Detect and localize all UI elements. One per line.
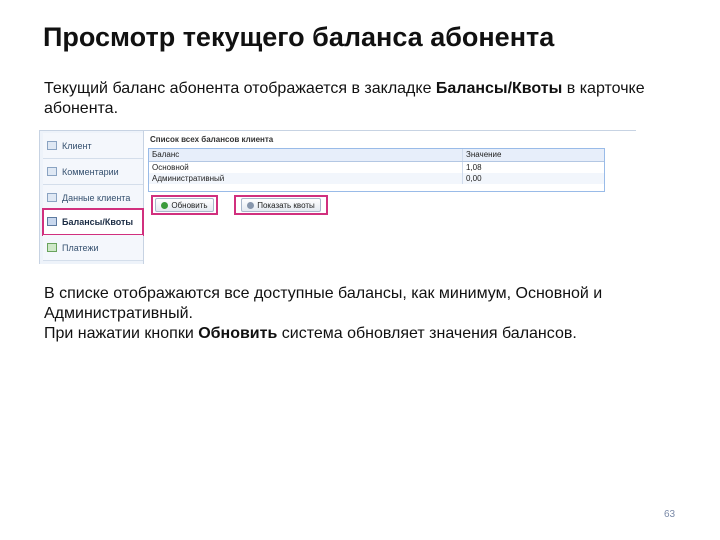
balances-table <box>148 148 605 192</box>
description-button-name: Обновить <box>198 325 278 342</box>
page-title: Просмотр текущего баланса абонента <box>43 22 555 52</box>
intro-tab-name: Балансы/Квоты <box>435 80 563 97</box>
balances-icon <box>47 217 57 226</box>
client-icon <box>47 141 57 150</box>
show-quotas-button-label: Показать квоты <box>257 200 315 210</box>
sidebar-item-client[interactable] <box>43 133 143 159</box>
sidebar-item-label: Данные клиента <box>62 192 131 203</box>
quota-icon <box>247 202 254 209</box>
client-card-sidebar <box>40 131 144 264</box>
refresh-button-highlight <box>151 195 218 215</box>
client-data-icon <box>47 193 57 202</box>
intro-paragraph <box>44 79 674 119</box>
balance-value-cell: 1,08 <box>466 163 482 172</box>
sidebar-item-comments[interactable] <box>43 159 143 185</box>
grid-title: Список всех балансов клиента <box>150 135 274 144</box>
sidebar-item-label: Комментарии <box>62 166 119 177</box>
balance-name-cell: Основной <box>149 162 463 173</box>
balance-value-cell: 0,00 <box>466 174 482 183</box>
intro-text-2: в карточке абонента. <box>44 80 645 117</box>
sidebar-item-balances[interactable] <box>43 209 143 235</box>
description-line-2 <box>44 324 694 344</box>
comments-icon <box>47 167 57 176</box>
description-line-1: В списке отображаются все доступные балансы, как минимум, Основной и Административный. <box>44 285 603 322</box>
show-quotas-button-highlight <box>234 195 328 215</box>
sidebar-item-label: Балансы/Квоты <box>62 216 134 227</box>
show-quotas-button[interactable] <box>241 198 321 212</box>
sidebar-item-label: Платежи <box>62 242 99 253</box>
balance-name-cell: Административный <box>149 173 463 184</box>
sidebar-item-payments[interactable] <box>43 235 143 261</box>
description-paragraph <box>44 284 694 344</box>
page-number: 63 <box>664 509 676 520</box>
payments-icon <box>47 243 57 252</box>
sidebar-item-label: Клиент <box>62 140 92 151</box>
column-header-value[interactable]: Значение <box>466 150 502 159</box>
description-text-2: система обновляет значения балансов. <box>277 325 577 342</box>
embedded-screenshot <box>39 130 636 264</box>
table-row[interactable] <box>149 173 604 184</box>
balances-panel <box>146 131 636 264</box>
refresh-button[interactable] <box>155 198 213 212</box>
description-text-1: При нажатии кнопки <box>44 325 199 342</box>
column-header-balance[interactable]: Баланс <box>149 149 463 161</box>
table-header <box>149 149 604 162</box>
refresh-button-label: Обновить <box>171 200 208 210</box>
sidebar-item-client-data[interactable] <box>43 185 143 211</box>
table-row[interactable] <box>149 162 604 173</box>
refresh-icon <box>161 202 168 209</box>
intro-text-1: Текущий баланс абонента отображается в закладке <box>44 80 436 97</box>
